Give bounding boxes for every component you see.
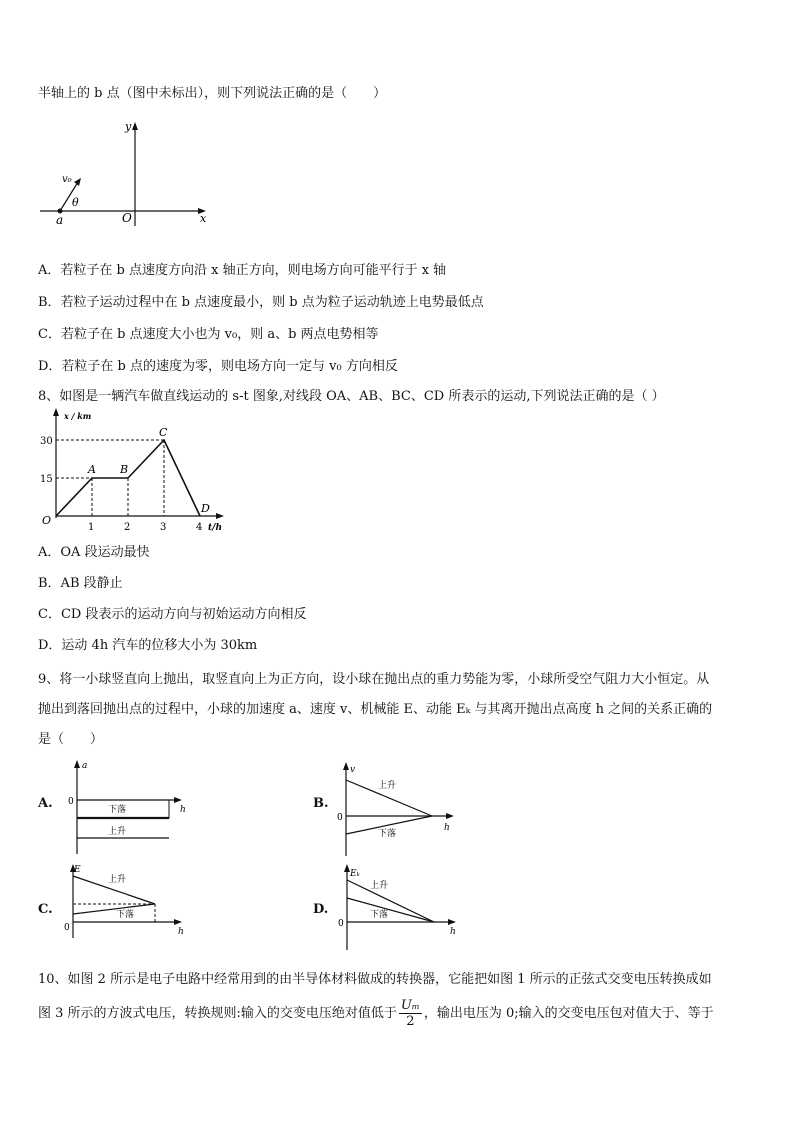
q8-point-c: C [159,426,168,439]
q10-line1: 10、如图 2 所示是电子电路中经常用到的由半导体材料做成的转换器，它能把如图 1 所示的正弦式交变电压转换成如 [38,972,712,987]
q9b-h-arrow-icon [446,813,454,819]
q7-origin: O [122,211,132,225]
q8-point-a: A [88,463,96,476]
q9b-zero: 0 [337,813,343,823]
q10-frac-num: Uₘ [400,998,420,1013]
q9a-y-arrow-icon [74,760,80,768]
q9c-h-arrow-icon [174,919,182,925]
q7-option-d: D．若粒子在 b 点的速度为零，则电场方向一定与 v₀ 方向相反 [38,359,398,374]
q8-xtick-1: 1 [88,522,95,533]
q10-frac-den: 2 [406,1014,415,1029]
q7-figure [36,118,216,228]
q8-point-b: B [120,463,129,476]
q10-line2-pre: 图 3 所示的方波式电压，转换规则:输入的交变电压绝对值低于 [38,1006,397,1021]
q9-stem-line1: 9、将一小球竖直向上抛出，取竖直向上为正方向，设小球在抛出点的重力势能为零，小球所受空气阻力大小恒定。从 [38,672,710,687]
q9b-down-text: 下落 [378,829,397,839]
q9d-xlabel: h [450,927,456,937]
q7-theta-label: θ [72,196,79,209]
q7-a-label: a [56,213,64,227]
q9-stem-line2: 抛出到落回抛出点的过程中，小球的加速度 a、速度 v、机械能 E、动能 Eₖ 与其离开抛出点高度 h 之间的关系正确的 [38,702,713,717]
q9b-v-arrow-icon [343,762,349,770]
q7-option-b: B．若粒子运动过程中在 b 点速度最小，则 b 点为粒子运动轨迹上电势最低点 [38,295,484,310]
q7-y-label: y [125,120,132,133]
q8-stem: 8、如图是一辆汽车做直线运动的 s-t 图象,对线段 OA、AB、BC、CD 所表示的运动,下列说法正确的是（ ） [38,389,665,404]
q7-v0-arrow-icon [74,178,81,186]
q9-graph-d [334,862,464,952]
q9-option-d-label: D. [313,902,329,917]
q9c-zero: 0 [64,923,70,933]
q9d-ylabel: Eₖ [350,869,360,879]
q9-option-b-label: B. [313,796,329,811]
q9b-up-text: 上升 [378,781,397,791]
q9d-zero: 0 [338,919,344,929]
q8-option-b: B．AB 段静止 [38,576,123,591]
q8-point-d: D [201,502,210,515]
q7-stem: 半轴上的 b 点（图中未标出），则下列说法正确的是（ ） [38,86,387,101]
q9d-h-arrow-icon [448,919,456,925]
q10-line2-post: ，输出电压为 0;输入的交变电压包对值大于、等于 [423,1006,714,1021]
q8-ytick-30: 30 [40,436,53,447]
q8-ylabel: x / km [64,411,92,421]
q9a-ylabel: a [82,761,88,771]
q8-option-a: A．OA 段运动最快 [38,545,150,560]
q8-ytick-15: 15 [40,474,53,485]
q9a-down-text: 下落 [108,805,127,815]
q10-line2 [38,998,714,1029]
q8-xtick-3: 3 [160,522,167,533]
q9c-down-line [73,904,155,914]
q7-x-label: x [200,212,207,225]
q9-graph-c [60,862,190,940]
q9d-down-text: 下落 [370,910,389,920]
q9-stem-line3: 是（ ） [38,732,104,747]
q9-graph-b [332,760,462,860]
q8-xtick-2: 2 [124,522,131,533]
q9b-ylabel: v [350,765,356,775]
q7-option-c: C．若粒子在 b 点速度大小也为 v₀，则 a、b 两点电势相等 [38,327,379,342]
q7-v0-label: v₀ [62,174,72,185]
q9c-xlabel: h [178,927,184,937]
q9d-up-text: 上升 [370,881,389,891]
q9-option-a-label: A. [38,796,53,811]
q9c-up-text: 上升 [108,875,127,885]
q8-xlabel: t/h [208,523,222,533]
q8-x-arrow-icon [53,408,59,416]
q9a-up-text: 上升 [108,827,127,837]
q9b-xlabel: h [444,823,450,833]
q9a-zero: 0 [68,797,74,807]
q9c-ylabel: E [74,865,81,875]
q7-option-a: A．若粒子在 b 点速度方向沿 x 轴正方向，则电场方向可能平行于 x 轴 [38,263,447,278]
q9a-h-arrow-icon [174,797,182,803]
q8-origin: O [42,514,52,527]
q9a-xlabel: h [180,805,186,815]
q8-xtick-4: 4 [196,522,203,533]
q7-y-arrow-icon [132,122,138,130]
q9-graph-a [60,758,190,858]
q8-option-d: D．运动 4h 汽车的位移大小为 30km [38,638,258,653]
q8-option-c: C．CD 段表示的运动方向与初始运动方向相反 [38,607,307,622]
q9c-down-text: 下落 [116,910,135,920]
q9-option-c-label: C. [38,902,53,917]
q8-st-graph [36,406,236,536]
q10-fraction [399,998,422,1029]
q8-t-arrow-icon [216,513,224,519]
